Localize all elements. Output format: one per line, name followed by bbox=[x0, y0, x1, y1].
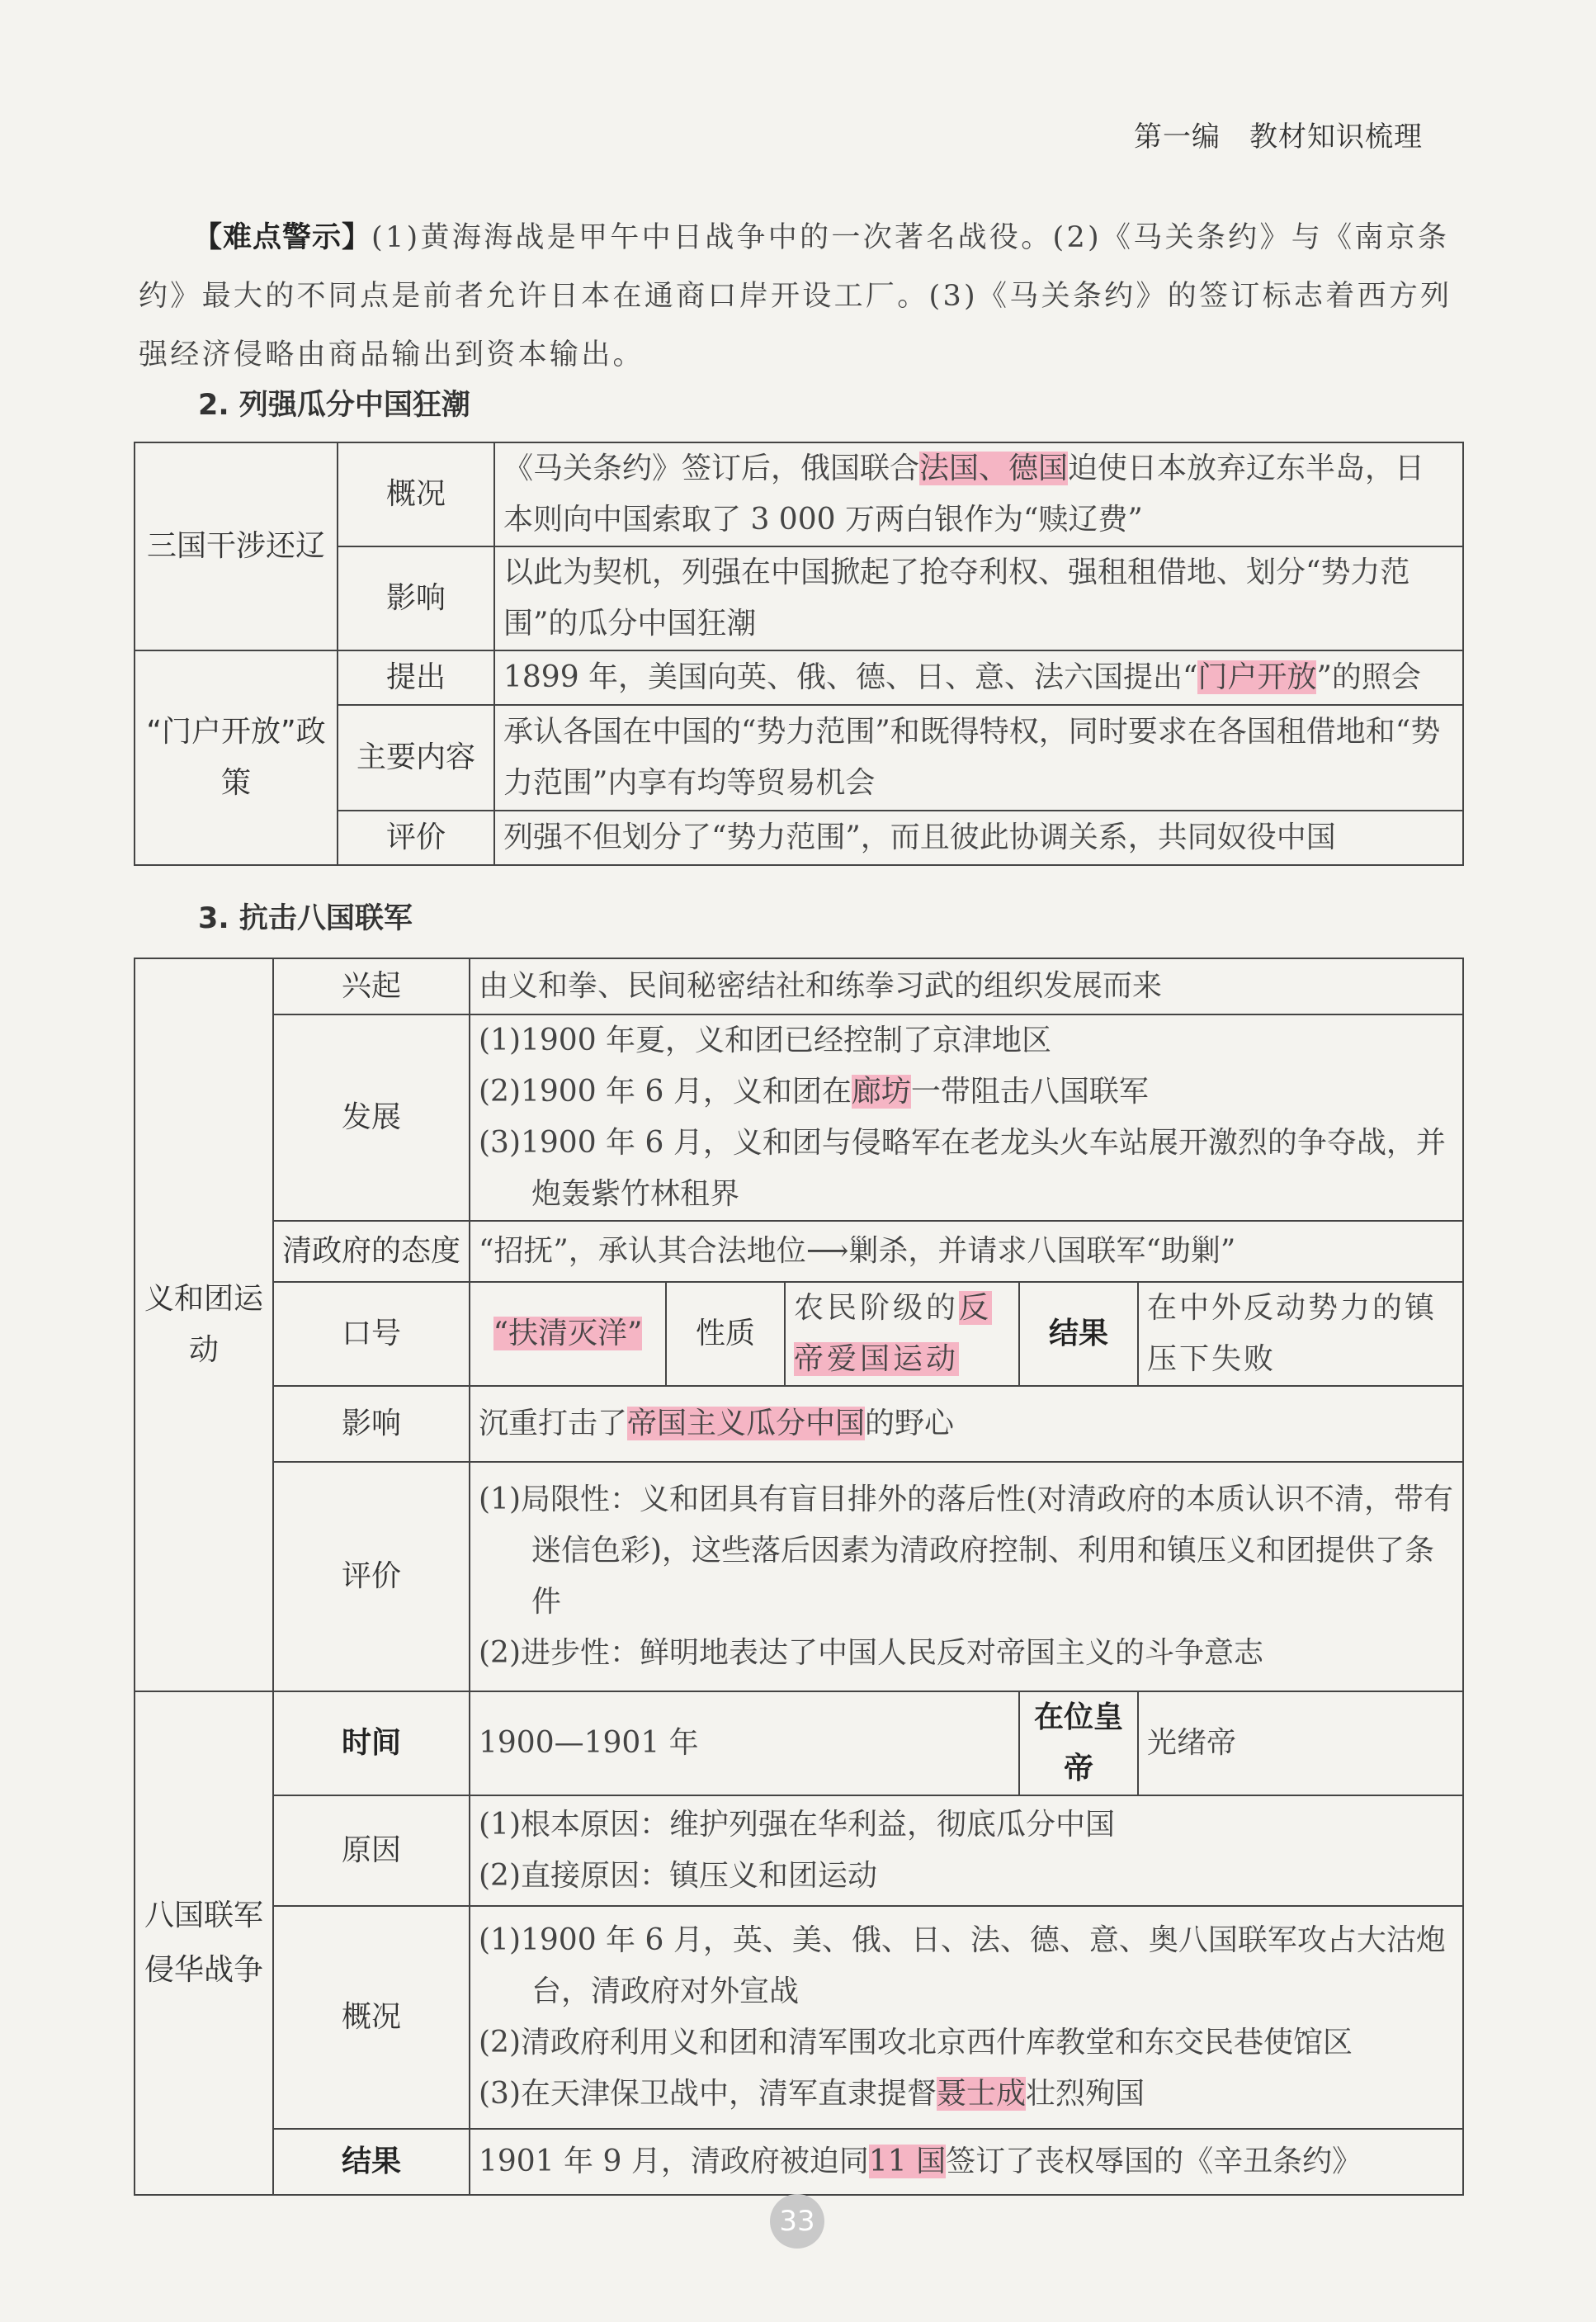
list-item: (1)根本原因：维护列强在华利益，彻底瓜分中国 bbox=[479, 1808, 1115, 1842]
highlight: “扶清灭洋” bbox=[493, 1317, 643, 1350]
row-label-overview: 概况 bbox=[273, 1906, 470, 2129]
table-row bbox=[135, 1906, 1463, 2129]
triple-intervention-overview bbox=[494, 442, 1463, 546]
row-label-main-content: 主要内容 bbox=[338, 705, 494, 811]
war-cause bbox=[470, 1795, 1463, 1906]
open-door-policy-label: “门户开放”政策 bbox=[135, 650, 338, 865]
open-door-proposed bbox=[494, 650, 1463, 705]
text-span: ”的照会 bbox=[1316, 660, 1421, 694]
boxer-impact bbox=[470, 1386, 1463, 1462]
row-label-evaluation: 评价 bbox=[338, 811, 494, 865]
text-span: 《马关条约》签订后，俄国联合 bbox=[503, 452, 920, 485]
row-label-overview: 概况 bbox=[338, 442, 494, 546]
row-label-evaluation: 评价 bbox=[273, 1462, 470, 1691]
row-label-nature: 性质 bbox=[666, 1282, 785, 1386]
highlight: 11 国 bbox=[868, 2145, 947, 2178]
row-label-attitude: 清政府的态度 bbox=[273, 1221, 470, 1282]
list-item: (3)1900 年 6 月，义和团与侵略军在老龙头火车站展开激烈的争夺战，并炮轰紫竹林租界 bbox=[479, 1126, 1446, 1211]
row-label-slogan: 口号 bbox=[273, 1282, 470, 1386]
table-row bbox=[135, 1462, 1463, 1691]
warning-text: (1)黄海海战是甲午中日战争中的一次著名战役。(2)《马关条约》与《南京条约》最大的不同点是前者允许日本在通商口岸开设工厂。(3)《马关条约》的签订标志着西方列强经济侵略由商品输出到资本输出。 bbox=[139, 221, 1452, 371]
text-span: (2)1900 年 6 月，义和团在 bbox=[479, 1075, 852, 1109]
table-row bbox=[135, 1795, 1463, 1906]
text-span: 剿杀，并请求八国联军“助剿” bbox=[848, 1234, 1236, 1268]
row-label-proposed: 提出 bbox=[338, 650, 494, 705]
qing-attitude bbox=[470, 1221, 1463, 1282]
table-row bbox=[135, 442, 1463, 546]
triple-intervention-impact: 以此为契机，列强在中国掀起了抢夺利权、强租租借地、划分“势力范围”的瓜分中国狂潮 bbox=[494, 546, 1463, 650]
list-item: (2)进步性：鲜明地表达了中国人民反对帝国主义的斗争意志 bbox=[479, 1636, 1263, 1670]
difficulty-warning bbox=[139, 209, 1459, 385]
row-label-cause: 原因 bbox=[273, 1795, 470, 1906]
open-door-evaluation: 列强不但划分了“势力范围”，而且彼此协调关系，共同奴役中国 bbox=[494, 811, 1463, 865]
table-row bbox=[135, 2129, 1463, 2195]
partition-table bbox=[134, 442, 1464, 866]
war-overview bbox=[470, 1906, 1463, 2129]
highlight: 门户开放 bbox=[1197, 660, 1317, 694]
table-row bbox=[135, 1014, 1463, 1221]
table-row bbox=[135, 1691, 1463, 1795]
highlight: 法国、德国 bbox=[919, 452, 1069, 485]
running-head: 第一编 教材知识梳理 bbox=[1134, 121, 1423, 154]
table-row bbox=[135, 958, 1463, 1014]
open-door-content: 承认各国在中国的“势力范围”和既得特权，同时要求在各国租借地和“势力范围”内享有均等贸易机会 bbox=[494, 705, 1463, 811]
section-title-2: 2. 列强瓜分中国狂潮 bbox=[198, 389, 470, 422]
text-span: 签订了丧权辱国的《辛丑条约》 bbox=[946, 2145, 1362, 2178]
text-span: 的野心 bbox=[865, 1407, 955, 1440]
row-label-outcome: 结果 bbox=[273, 2129, 470, 2195]
result-cell: 在中外反动势力的镇压下失败 bbox=[1138, 1282, 1463, 1386]
boxer-rise: 由义和拳、民间秘密结社和练拳习武的组织发展而来 bbox=[470, 958, 1463, 1014]
list-item: (1)1900 年夏，义和团已经控制了京津地区 bbox=[479, 1024, 1052, 1057]
row-label-result: 结果 bbox=[1019, 1282, 1138, 1386]
boxer-evaluation bbox=[470, 1462, 1463, 1691]
table-row bbox=[135, 650, 1463, 705]
nature-cell bbox=[785, 1282, 1019, 1386]
text-span: 迫使日本放弃辽东半岛，日本则向中国索取了 3 000 万两白银作为“赎辽费” bbox=[503, 452, 1425, 537]
text-span: 沉重打击了 bbox=[479, 1407, 628, 1440]
row-label-development: 发展 bbox=[273, 1014, 470, 1221]
table-row bbox=[135, 1221, 1463, 1282]
list-item: (2)直接原因：镇压义和团运动 bbox=[479, 1859, 877, 1893]
triple-intervention-label: 三国干涉还辽 bbox=[135, 442, 338, 650]
row-label-emperor: 在位皇帝 bbox=[1019, 1691, 1138, 1795]
war-outcome bbox=[470, 2129, 1463, 2195]
text-span: 1901 年 9 月，清政府被迫同 bbox=[479, 2145, 869, 2178]
highlight: 聂士成 bbox=[937, 2077, 1027, 2111]
boxer-development bbox=[470, 1014, 1463, 1221]
text-span: (3)在天津保卫战中，清军直隶提督 bbox=[479, 2077, 937, 2111]
arrow-icon: ⟶ bbox=[805, 1234, 849, 1268]
highlight: 廊坊 bbox=[851, 1075, 911, 1109]
war-emperor: 光绪帝 bbox=[1138, 1691, 1463, 1795]
highlight: 反帝爱国运动 bbox=[794, 1291, 993, 1376]
eight-nation-table bbox=[134, 958, 1464, 2196]
list-item bbox=[479, 2069, 1454, 2120]
row-label-impact: 影响 bbox=[273, 1386, 470, 1462]
war-time: 1900—1901 年 bbox=[470, 1691, 1019, 1795]
row-label-time: 时间 bbox=[273, 1691, 470, 1795]
page-number: 33 bbox=[770, 2194, 824, 2249]
text-span: 1899 年，美国向英、俄、德、日、意、法六国提出“ bbox=[503, 660, 1198, 694]
list-item: (1)局限性：义和团具有盲目排外的落后性(对清政府的本质认识不清，带有迷信色彩)，这些落后因素为清政府控制、利用和镇压义和团提供了条件 bbox=[479, 1483, 1454, 1619]
list-item bbox=[479, 1066, 1454, 1118]
warning-tag: 【难点警示】 bbox=[193, 221, 372, 254]
list-item: (1)1900 年 6 月，英、美、俄、日、法、德、意、奥八国联军攻占大沽炮台，清政府对外宣战 bbox=[479, 1923, 1446, 2008]
text-span: 一带阻击八国联军 bbox=[910, 1075, 1149, 1109]
boxer-movement-label: 义和团运动 bbox=[135, 958, 273, 1691]
text-span: 壮烈殉国 bbox=[1026, 2077, 1145, 2111]
row-label-impact: 影响 bbox=[338, 546, 494, 650]
eight-nation-war-label: 八国联军侵华战争 bbox=[135, 1691, 273, 2195]
table-row bbox=[135, 1386, 1463, 1462]
highlight: 帝国主义瓜分中国 bbox=[627, 1407, 866, 1440]
table-row bbox=[135, 1282, 1463, 1386]
slogan-cell bbox=[470, 1282, 666, 1386]
text-span: “招抚”，承认其合法地位 bbox=[479, 1234, 806, 1268]
row-label-rise: 兴起 bbox=[273, 958, 470, 1014]
text-span: 农民阶级的 bbox=[794, 1291, 960, 1325]
list-item: (2)清政府利用义和团和清军围攻北京西什库教堂和东交民巷使馆区 bbox=[479, 2026, 1353, 2060]
section-title-3: 3. 抗击八国联军 bbox=[198, 902, 413, 935]
